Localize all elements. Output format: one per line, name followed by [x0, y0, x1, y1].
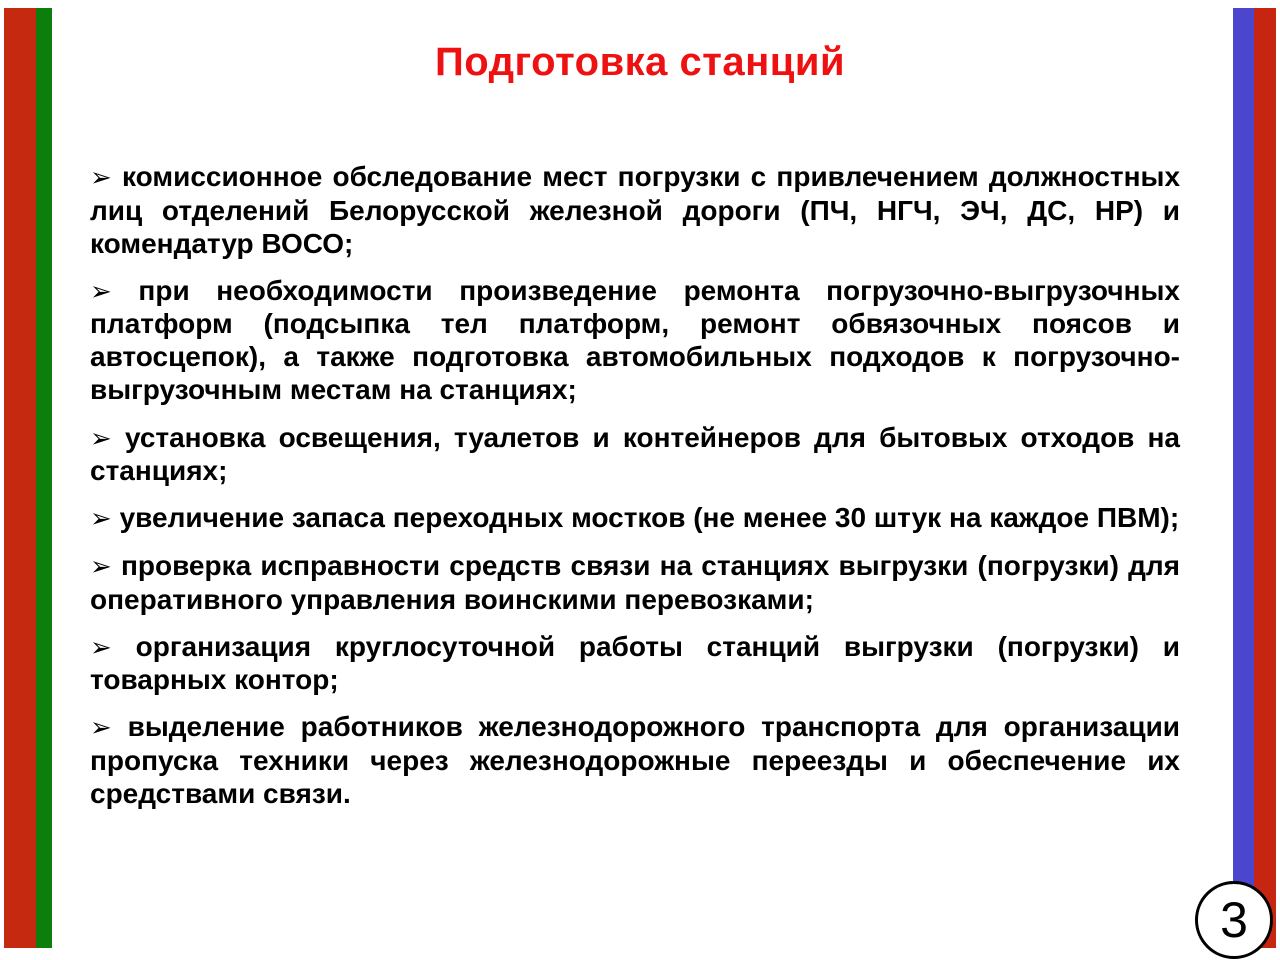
bullet-text: комиссионное обследование мест погрузки с привлечением должностных лиц отделений Белорусской железной дороги (ПЧ, НГЧ, ЭЧ, ДС, НР) и комендатур ВОСО; — [90, 161, 1181, 259]
bullet-text: увеличение запаса переходных мостков (не менее 30 штук на каждое ПВМ); — [119, 502, 1180, 534]
arrow-bullet-icon: ➢ — [90, 504, 112, 535]
right-stripe-red-bar — [1254, 8, 1276, 948]
arrow-bullet-icon: ➢ — [90, 423, 112, 454]
bullet-list — [90, 160, 1180, 824]
bullet-item — [90, 501, 1180, 535]
arrow-bullet-icon: ➢ — [90, 713, 112, 744]
bullet-text: выделение работников железнодорожного транспорта для организации пропуска техники через железнодорожные переезды и обеспечение их средствами связи. — [90, 711, 1180, 809]
bullet-text: установка освещения, туалетов и контейнеров для бытовых отходов на станциях; — [90, 421, 1180, 487]
arrow-bullet-icon: ➢ — [90, 276, 112, 307]
left-stripe-green-bar — [36, 8, 52, 948]
page-number: 3 — [1220, 892, 1248, 948]
arrow-bullet-icon: ➢ — [90, 163, 112, 193]
bullet-text: проверка исправности средств связи на станциях выгрузки (погрузки) для оперативного управления воинскими перевозками; — [90, 549, 1181, 615]
arrow-bullet-icon: ➢ — [90, 551, 112, 582]
bullet-item — [90, 274, 1180, 407]
bullet-item — [90, 630, 1180, 697]
right-stripe-blue-bar — [1233, 8, 1254, 948]
page-number-badge — [1195, 881, 1273, 959]
arrow-bullet-icon: ➢ — [90, 632, 112, 663]
bullet-item — [90, 710, 1180, 810]
bullet-text: организация круглосуточной работы станций выгрузки (погрузки) и товарных контор; — [90, 630, 1181, 696]
bullet-text: при необходимости произведение ремонта погрузочно-выгрузочных платформ (подсыпка тел платформ, ремонт обвязочных поясов и автосцепок), а также подготовка автомобильных подходов к погрузочно-выгрузочным местам на станциях; — [90, 274, 1180, 406]
left-stripe-red-bar — [4, 8, 36, 948]
bullet-item — [90, 421, 1180, 488]
bullet-item — [90, 160, 1180, 260]
bullet-item — [90, 549, 1180, 616]
slide-title: Подготовка станций — [434, 40, 846, 84]
